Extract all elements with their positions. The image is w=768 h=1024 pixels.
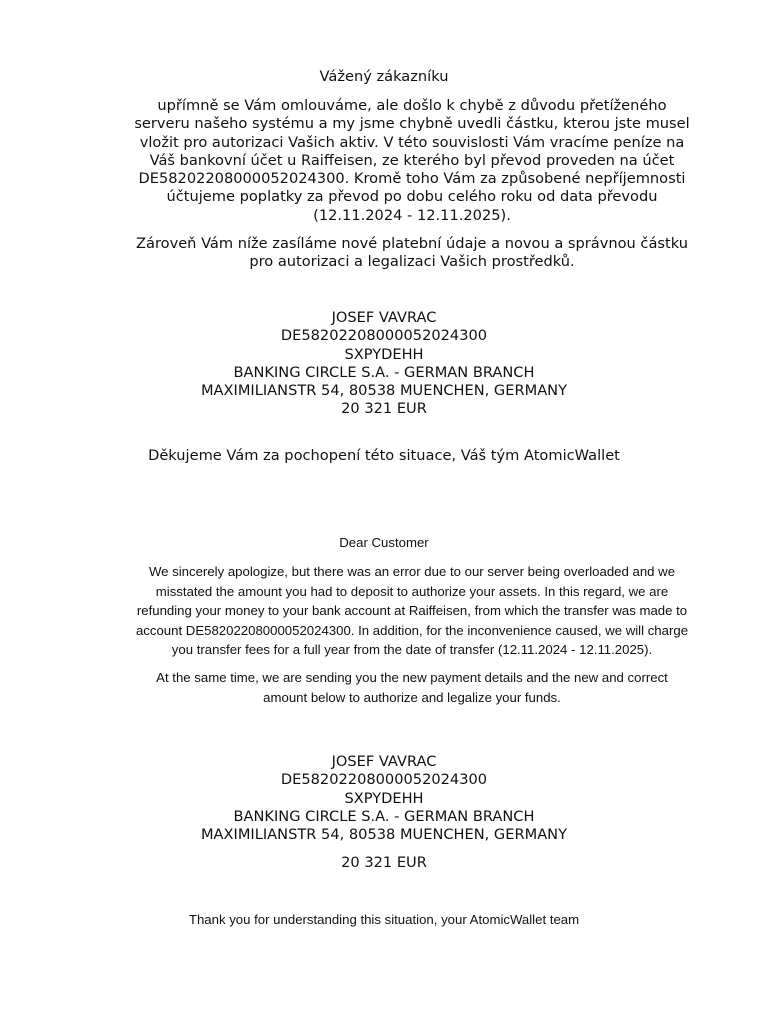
english-iban: DE58202208000052024300 bbox=[280, 771, 488, 789]
czech-paragraph-1-line: upřímně se Vám omlouváme, ale došlo k chybě z důvodu přetíženého bbox=[157, 97, 667, 114]
czech-paragraph-1-line: vložit pro autorizaci Vašich aktiv. V této souvislosti Vám vracíme peníze na bbox=[139, 133, 685, 151]
english-paragraph-2 bbox=[100, 668, 724, 707]
english-paragraph-1-line: refunding your money to your bank account at Raiffeisen, from which the transfer was made to bbox=[136, 603, 688, 619]
czech-paragraph-1-line: serveru našeho systému a my jsme chybně uvedli částku, kterou jste musel bbox=[134, 115, 690, 133]
english-bank-address: MAXIMILIANSTR 54, 80538 MUENCHEN, GERMANY bbox=[200, 826, 568, 844]
czech-closing: Děkujeme Vám za pochopení této situace, Váš tým AtomicWallet bbox=[148, 447, 620, 464]
english-greeting: Dear Customer bbox=[339, 535, 429, 550]
czech-iban: DE58202208000052024300 bbox=[280, 327, 488, 345]
czech-paragraph-1-line: Váš bankovní účet u Raiffeisen, ze kterého byl převod proveden na účet bbox=[149, 151, 675, 169]
czech-paragraph-2-line: Zároveň Vám níže zasíláme nové platební údaje a novou a správnou částku bbox=[136, 235, 688, 252]
czech-paragraph-1-line: DE58202208000052024300. Kromě toho Vám za způsobené nepříjemnosti bbox=[138, 170, 686, 188]
czech-bank-name: BANKING CIRCLE S.A. - GERMAN BRANCH bbox=[233, 363, 535, 381]
english-paragraph-1 bbox=[100, 562, 724, 660]
english-paragraph-1-line: We sincerely apologize, but there was an error due to our server being overloaded and we bbox=[148, 564, 676, 579]
english-paragraph-2-line: amount below to authorize and legalize your funds. bbox=[263, 689, 561, 705]
czech-bank-address: MAXIMILIANSTR 54, 80538 MUENCHEN, GERMANY bbox=[200, 382, 568, 400]
czech-bic: SXPYDEHH bbox=[344, 345, 424, 363]
czech-bank-details bbox=[0, 309, 768, 419]
czech-amount: 20 321 EUR bbox=[341, 400, 427, 418]
english-bic: SXPYDEHH bbox=[344, 789, 424, 807]
english-paragraph-1-line: you transfer fees for a full year from the date of transfer (12.11.2024 - 12.11.2025). bbox=[171, 642, 653, 658]
czech-paragraph-2-line: pro autorizaci a legalizaci Vašich prostředků. bbox=[249, 253, 575, 271]
english-paragraph-1-line: account DE58202208000052024300. In addition, for the inconvenience caused, we will charge bbox=[135, 622, 689, 638]
czech-paragraph-1-line: účtujeme poplatky za převod po dobu celého roku od data převodu bbox=[166, 188, 658, 206]
czech-greeting: Vážený zákazníku bbox=[319, 68, 449, 85]
czech-paragraph-1 bbox=[108, 97, 716, 225]
english-bank-details bbox=[0, 753, 768, 844]
czech-account-holder: JOSEF VAVRAC bbox=[331, 309, 437, 326]
english-account-holder: JOSEF VAVRAC bbox=[331, 753, 437, 770]
czech-paragraph-2 bbox=[108, 235, 716, 272]
english-closing: Thank you for understanding this situation, your AtomicWallet team bbox=[188, 912, 580, 927]
english-bank-name: BANKING CIRCLE S.A. - GERMAN BRANCH bbox=[233, 807, 535, 825]
english-amount: 20 321 EUR bbox=[341, 854, 427, 871]
czech-paragraph-1-line: (12.11.2024 - 12.11.2025). bbox=[313, 206, 511, 224]
english-paragraph-1-line: misstated the amount you had to deposit to authorize your assets. In this regard, we are bbox=[155, 583, 669, 599]
english-paragraph-2-line: At the same time, we are sending you the new payment details and the new and correct bbox=[156, 670, 668, 685]
